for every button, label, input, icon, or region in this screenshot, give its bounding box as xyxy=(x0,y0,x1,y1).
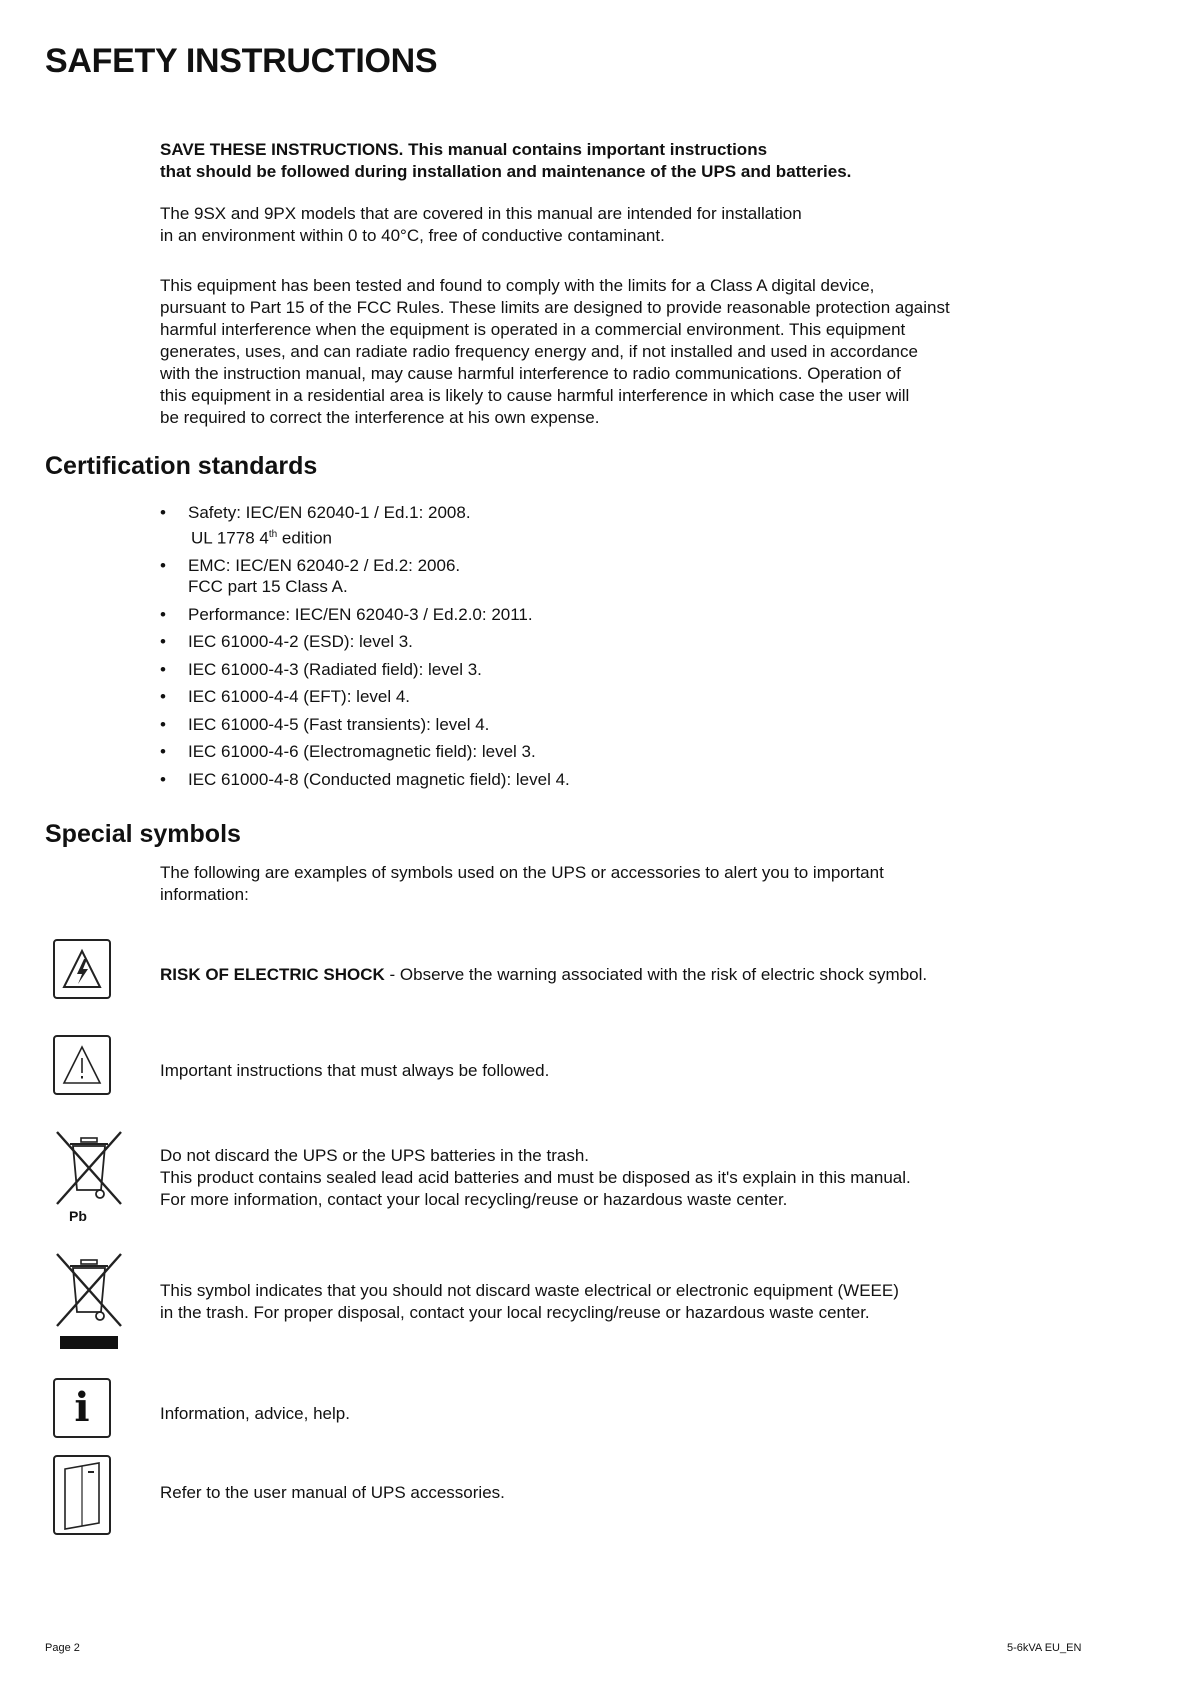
bullet: • xyxy=(160,604,166,624)
list-item xyxy=(160,741,860,763)
electric-shock-icon-graphic xyxy=(55,941,109,997)
crossed-bin-pb-icon xyxy=(53,1128,125,1224)
page-title: SAFETY INSTRUCTIONS xyxy=(45,42,438,80)
list-item xyxy=(160,502,860,549)
cert-standard: IEC 61000-4-4 (EFT): level 4. xyxy=(188,687,411,707)
crossed-bin-pb-icon-graphic xyxy=(53,1128,125,1210)
models-paragraph xyxy=(160,203,1060,247)
symbols-intro xyxy=(160,862,1080,906)
manual-icon-graphic xyxy=(55,1457,109,1533)
bullet: • xyxy=(160,687,166,707)
superscript: th xyxy=(268,528,278,540)
models-line-1: The 9SX and 9PX models that are covered in this manual are intended for installation xyxy=(160,204,802,223)
crossed-bin-weee-icon xyxy=(53,1250,125,1350)
manual-description: Refer to the user manual of UPS accessories. xyxy=(160,1483,505,1502)
cert-standard: Safety: IEC/EN 62040-1 / Ed.1: 2008. xyxy=(188,503,471,522)
symbols-heading: Special symbols xyxy=(45,820,241,848)
pb-label: Pb xyxy=(69,1208,87,1224)
battery-disposal-description xyxy=(160,1145,1080,1211)
weee-description xyxy=(160,1280,1080,1324)
bullet: • xyxy=(160,742,166,762)
cert-sub-text: edition xyxy=(277,528,332,548)
weee-line: in the trash. For proper disposal, contact your local recycling/reuse or hazardous waste center. xyxy=(160,1303,870,1322)
bullet: • xyxy=(160,555,166,575)
fcc-line: generates, uses, and can radiate radio frequency energy and, if not installed and used in accordance xyxy=(160,342,918,361)
cert-sub xyxy=(188,524,860,549)
fcc-line: pursuant to Part 15 of the FCC Rules. These limits are designed to provide reasonable protection against xyxy=(160,298,950,317)
battery-disposal-line: For more information, contact your local recycling/reuse or hazardous waste center. xyxy=(160,1190,788,1209)
page-number: Page 2 xyxy=(45,1642,80,1654)
electric-shock-label: RISK OF ELECTRIC SHOCK xyxy=(160,965,385,984)
cert-standard: IEC 61000-4-2 (ESD): level 3. xyxy=(188,632,413,652)
bullet: • xyxy=(160,714,166,734)
list-item xyxy=(160,604,860,626)
fcc-line: with the instruction manual, may cause harmful interference to radio communications. Operation of xyxy=(160,364,901,383)
warning-triangle-icon-graphic xyxy=(55,1037,109,1093)
important-description: Important instructions that must always be followed. xyxy=(160,1061,550,1080)
bullet: • xyxy=(160,632,166,652)
cert-standard: EMC: IEC/EN 62040-2 / Ed.2: 2006. xyxy=(188,555,461,575)
list-item xyxy=(160,769,860,791)
cert-standard: IEC 61000-4-5 (Fast transients): level 4. xyxy=(188,714,490,734)
models-line-2: in an environment within 0 to 40°C, free of conductive contaminant. xyxy=(160,226,665,245)
cert-sub-text: UL 1778 4 xyxy=(191,528,269,548)
battery-disposal-line: This product contains sealed lead acid batteries and must be disposed as it's explain in this manual. xyxy=(160,1168,911,1187)
fcc-line: harmful interference when the equipment is operated in a commercial environment. This equipment xyxy=(160,320,906,339)
warning-triangle-icon xyxy=(53,1035,111,1095)
info-icon xyxy=(53,1378,111,1438)
certification-heading: Certification standards xyxy=(45,452,318,480)
list-item xyxy=(160,555,860,598)
fcc-line: This equipment has been tested and found to comply with the limits for a Class A digital device, xyxy=(160,276,875,295)
fcc-line: be required to correct the interference at his own expense. xyxy=(160,408,600,427)
save-instructions-notice xyxy=(160,139,1060,183)
bullet: • xyxy=(160,659,166,679)
electric-shock-description xyxy=(160,964,1080,986)
list-item xyxy=(160,714,860,736)
cert-standard: Performance: IEC/EN 62040-3 / Ed.2.0: 2011. xyxy=(188,604,533,624)
fcc-paragraph xyxy=(160,275,1080,429)
bullet: • xyxy=(160,503,166,522)
certification-list xyxy=(160,502,860,796)
cert-standard: IEC 61000-4-3 (Radiated field): level 3. xyxy=(188,659,482,679)
battery-disposal-line: Do not discard the UPS or the UPS batteries in the trash. xyxy=(160,1146,589,1165)
info-description: Information, advice, help. xyxy=(160,1404,350,1423)
crossed-bin-weee-icon-graphic xyxy=(53,1250,125,1350)
electric-shock-text: - Observe the warning associated with the risk of electric shock symbol. xyxy=(384,965,928,984)
list-item xyxy=(160,631,860,653)
cert-standard: IEC 61000-4-8 (Conducted magnetic field): level 4. xyxy=(188,769,570,789)
document-reference: 5-6kVA EU_EN xyxy=(1007,1642,1082,1654)
weee-line: This symbol indicates that you should not discard waste electrical or electronic equipment (WEEE) xyxy=(160,1281,899,1300)
symbols-intro-line-2: information: xyxy=(160,885,249,904)
fcc-line: this equipment in a residential area is likely to cause harmful interference in which case the user will xyxy=(160,386,910,405)
list-item xyxy=(160,686,860,708)
info-glyph: i xyxy=(74,1384,90,1431)
cert-sub: FCC part 15 Class A. xyxy=(188,577,348,597)
list-item xyxy=(160,659,860,681)
symbols-intro-line-1: The following are examples of symbols used on the UPS or accessories to alert you to important xyxy=(160,863,884,882)
electric-shock-icon xyxy=(53,939,111,999)
bullet: • xyxy=(160,769,166,789)
save-line-1: SAVE THESE INSTRUCTIONS. This manual contains important instructions xyxy=(160,140,768,159)
manual-icon xyxy=(53,1455,111,1535)
cert-standard: IEC 61000-4-6 (Electromagnetic field): level 3. xyxy=(188,742,536,762)
save-line-2: that should be followed during installation and maintenance of the UPS and batteries. xyxy=(160,162,852,181)
